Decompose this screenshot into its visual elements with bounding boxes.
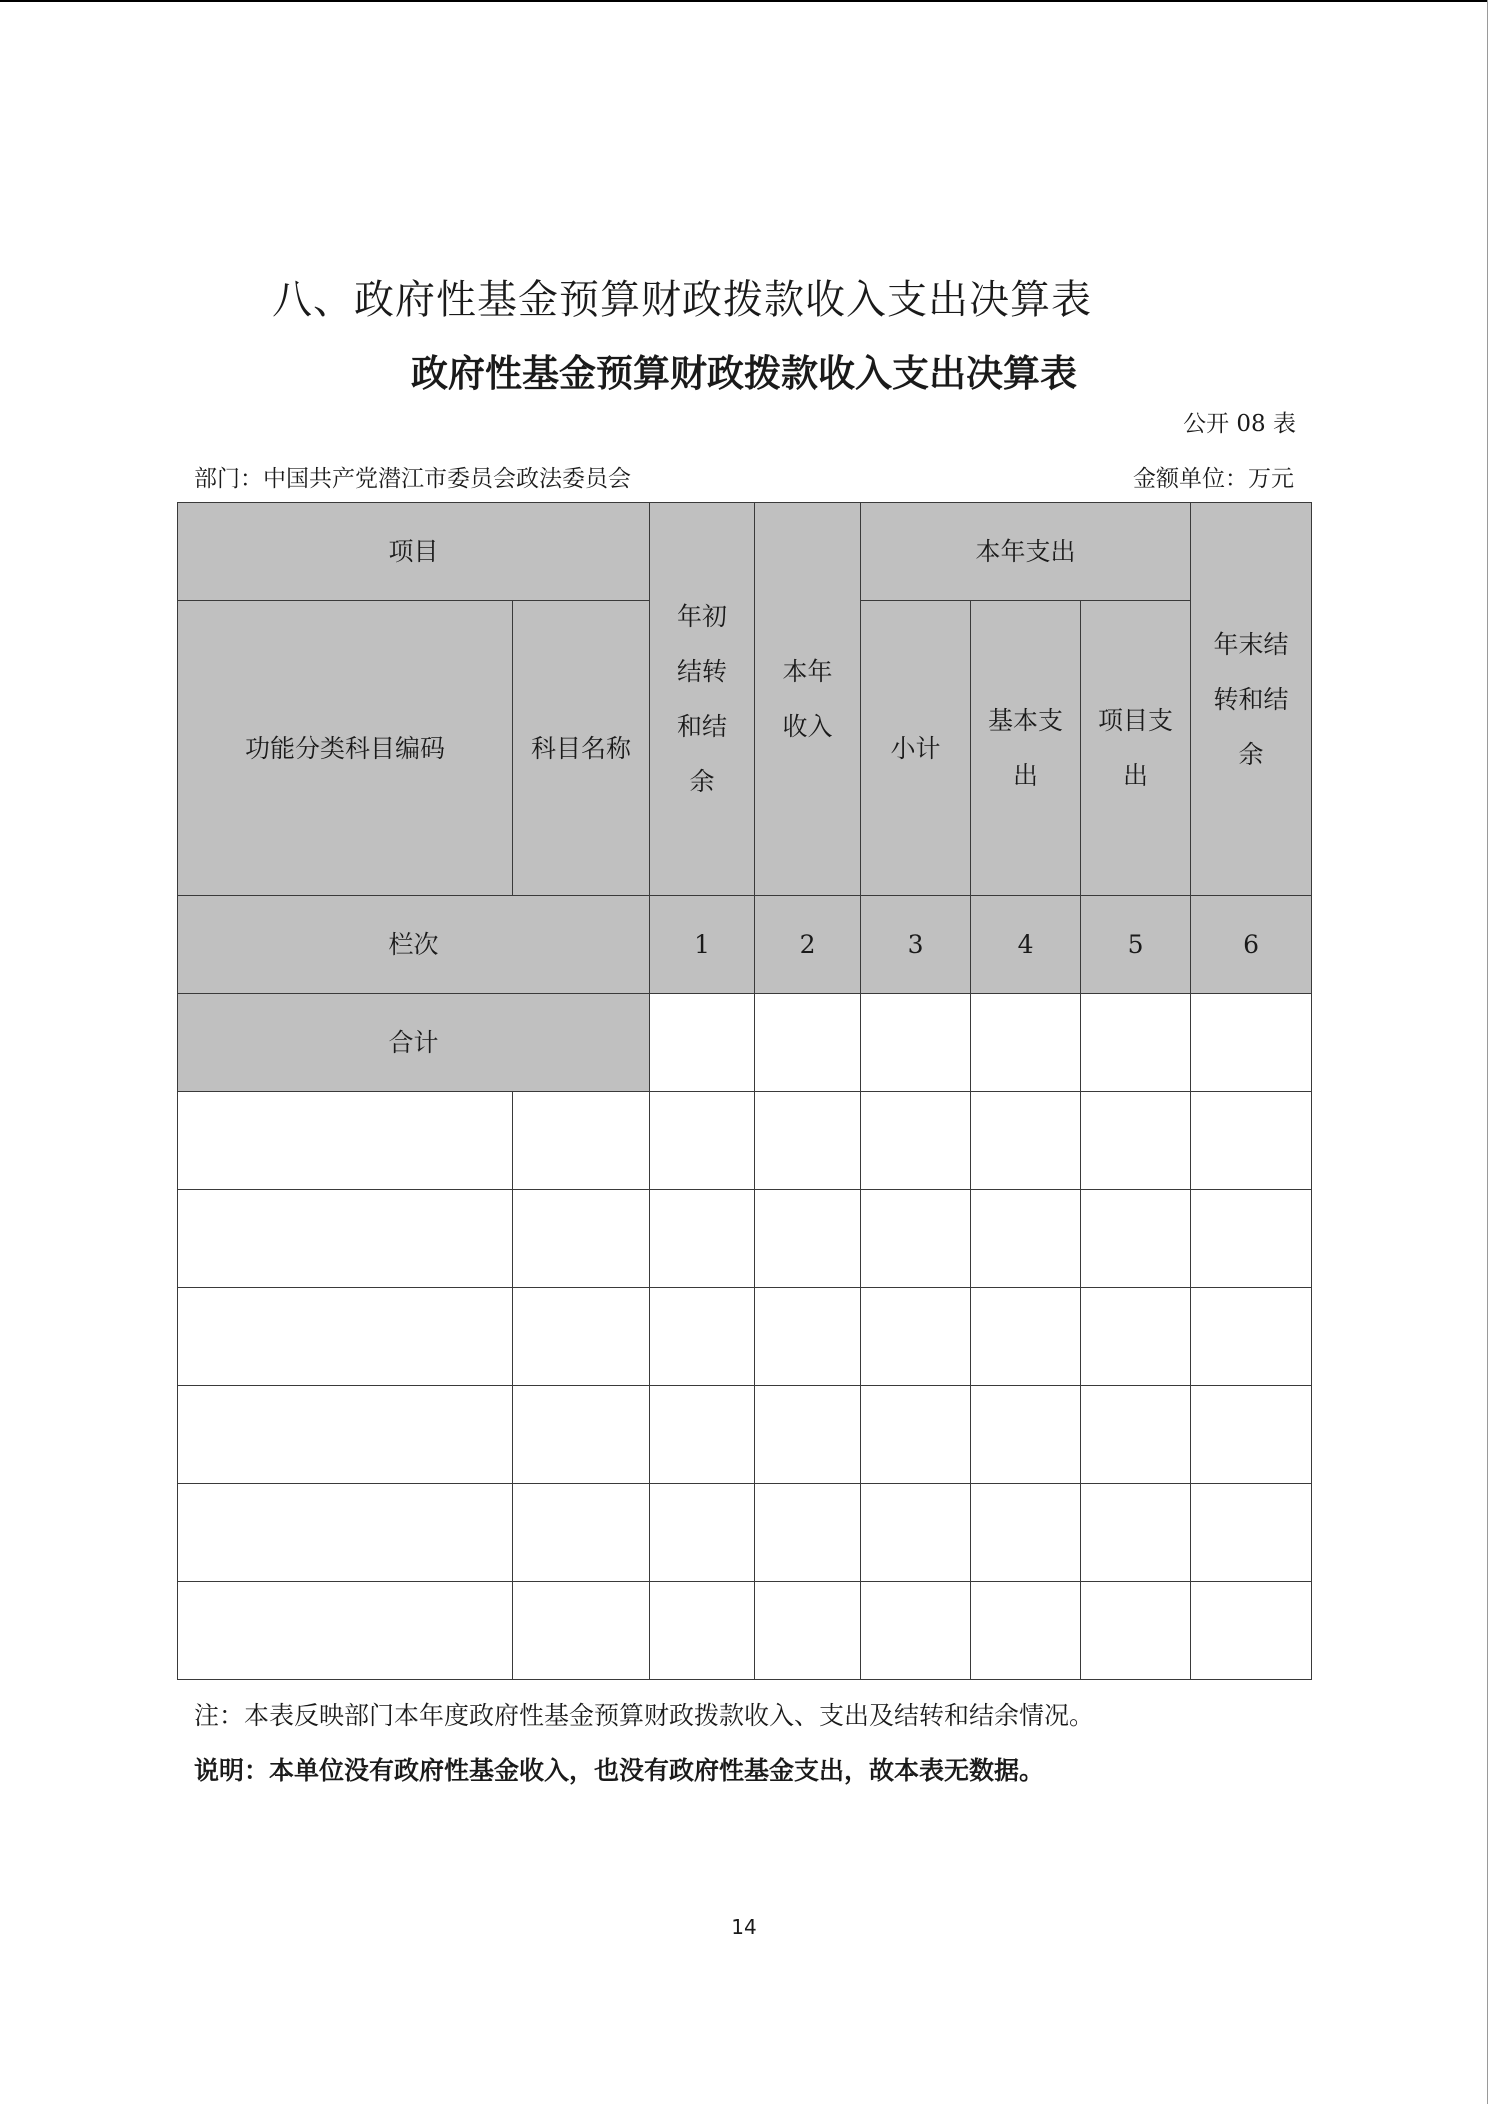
table-cell — [650, 1582, 755, 1680]
column-number: 1 — [650, 896, 755, 994]
table-cell — [1081, 1288, 1191, 1386]
header-project-expense-line: 出 — [1123, 761, 1149, 790]
unit-label: 金额单位：万元 — [1133, 466, 1294, 492]
table-cell — [513, 1484, 650, 1582]
table-cell — [513, 1288, 650, 1386]
table-cell — [861, 1582, 971, 1680]
table-cell — [755, 994, 861, 1092]
table-cell — [650, 1190, 755, 1288]
header-begin-balance — [650, 503, 755, 896]
table-cell — [1081, 1092, 1191, 1190]
table-cell — [650, 1386, 755, 1484]
table-cell — [1191, 1386, 1312, 1484]
column-number: 2 — [755, 896, 861, 994]
total-row-label: 合计 — [178, 994, 650, 1092]
header-income-line: 收入 — [782, 712, 833, 741]
header-subject-name: 科目名称 — [513, 601, 650, 896]
table-row — [178, 1386, 1312, 1484]
table-cell — [755, 1582, 861, 1680]
budget-table — [177, 502, 1312, 1680]
table-cell — [861, 1190, 971, 1288]
table-cell — [861, 1288, 971, 1386]
table-cell — [650, 1484, 755, 1582]
table-cell — [971, 994, 1081, 1092]
page-top-border — [0, 0, 1488, 2]
header-end-balance-line: 余 — [1238, 739, 1264, 769]
table-cell — [971, 1190, 1081, 1288]
header-end-balance-line: 年末结 — [1213, 629, 1289, 659]
page-number: 14 — [731, 1915, 757, 1939]
column-number: 5 — [1081, 896, 1191, 994]
table-cell — [971, 1092, 1081, 1190]
table-cell — [861, 1484, 971, 1582]
table-cell — [178, 1582, 513, 1680]
header-end-balance-line: 转和结 — [1213, 684, 1289, 714]
header-basic-expense-line: 出 — [1013, 761, 1039, 790]
table-row — [178, 1288, 1312, 1386]
table-cell — [178, 1288, 513, 1386]
table-cell — [650, 1092, 755, 1190]
header-begin-balance-line: 余 — [689, 767, 715, 796]
table-cell — [861, 1092, 971, 1190]
table-cell — [755, 1190, 861, 1288]
header-income-line: 本年 — [782, 657, 833, 686]
table-cell — [755, 1092, 861, 1190]
table-row — [178, 1582, 1312, 1680]
header-expense-group: 本年支出 — [861, 503, 1191, 601]
column-number: 6 — [1191, 896, 1312, 994]
table-cell — [971, 1386, 1081, 1484]
table-note: 注：本表反映部门本年度政府性基金预算财政拨款收入、支出及结转和结余情况。 — [194, 1701, 1095, 1730]
table-cell — [1081, 994, 1191, 1092]
column-number-row — [178, 896, 1312, 994]
table-cell — [650, 994, 755, 1092]
department-label: 部门：中国共产党潜江市委员会政法委员会 — [194, 466, 631, 492]
column-row-label: 栏次 — [178, 896, 650, 994]
total-row — [178, 994, 1312, 1092]
table-cell — [650, 1288, 755, 1386]
header-basic-expense — [971, 601, 1081, 896]
header-begin-balance-line: 年初 — [677, 602, 728, 631]
table-row — [178, 1190, 1312, 1288]
table-cell — [1191, 1484, 1312, 1582]
header-begin-balance-line: 结转 — [677, 657, 728, 686]
column-number: 4 — [971, 896, 1081, 994]
table-cell — [513, 1386, 650, 1484]
table-cell — [755, 1484, 861, 1582]
table-cell — [755, 1288, 861, 1386]
header-begin-balance-line: 和结 — [677, 712, 728, 741]
header-project: 项目 — [178, 503, 650, 601]
table-cell — [861, 994, 971, 1092]
table-cell — [1081, 1386, 1191, 1484]
table-cell — [178, 1484, 513, 1582]
column-number: 3 — [861, 896, 971, 994]
table-cell — [513, 1190, 650, 1288]
table-cell — [1081, 1190, 1191, 1288]
header-end-balance — [1191, 503, 1312, 896]
table-row — [178, 1092, 1312, 1190]
table-cell — [1191, 994, 1312, 1092]
table-cell — [513, 1092, 650, 1190]
table-cell — [861, 1386, 971, 1484]
table-cell — [513, 1582, 650, 1680]
table-cell — [1191, 1092, 1312, 1190]
table-cell — [178, 1386, 513, 1484]
section-heading: 八、政府性基金预算财政拨款收入支出决算表 — [272, 277, 1092, 323]
table-cell — [971, 1288, 1081, 1386]
table-cell — [755, 1386, 861, 1484]
table-cell — [1081, 1582, 1191, 1680]
header-project-expense — [1081, 601, 1191, 896]
header-func-code: 功能分类科目编码 — [178, 601, 513, 896]
header-row-1 — [178, 503, 1312, 601]
table-cell — [178, 1092, 513, 1190]
header-subtotal: 小计 — [861, 601, 971, 896]
header-basic-expense-line: 基本支 — [988, 706, 1064, 735]
table-cell — [971, 1484, 1081, 1582]
table-explanation: 说明：本单位没有政府性基金收入，也没有政府性基金支出，故本表无数据。 — [194, 1756, 1045, 1785]
table-cell — [1191, 1190, 1312, 1288]
table-row — [178, 1484, 1312, 1582]
table-cell — [1081, 1484, 1191, 1582]
table-cell — [1191, 1288, 1312, 1386]
table-title: 政府性基金预算财政拨款收入支出决算表 — [411, 352, 1077, 395]
table-cell — [1191, 1582, 1312, 1680]
header-income — [755, 503, 861, 896]
form-number: 公开 08 表 — [1183, 411, 1296, 437]
table-cell — [178, 1190, 513, 1288]
header-project-expense-line: 项目支 — [1098, 706, 1174, 735]
table-cell — [971, 1582, 1081, 1680]
